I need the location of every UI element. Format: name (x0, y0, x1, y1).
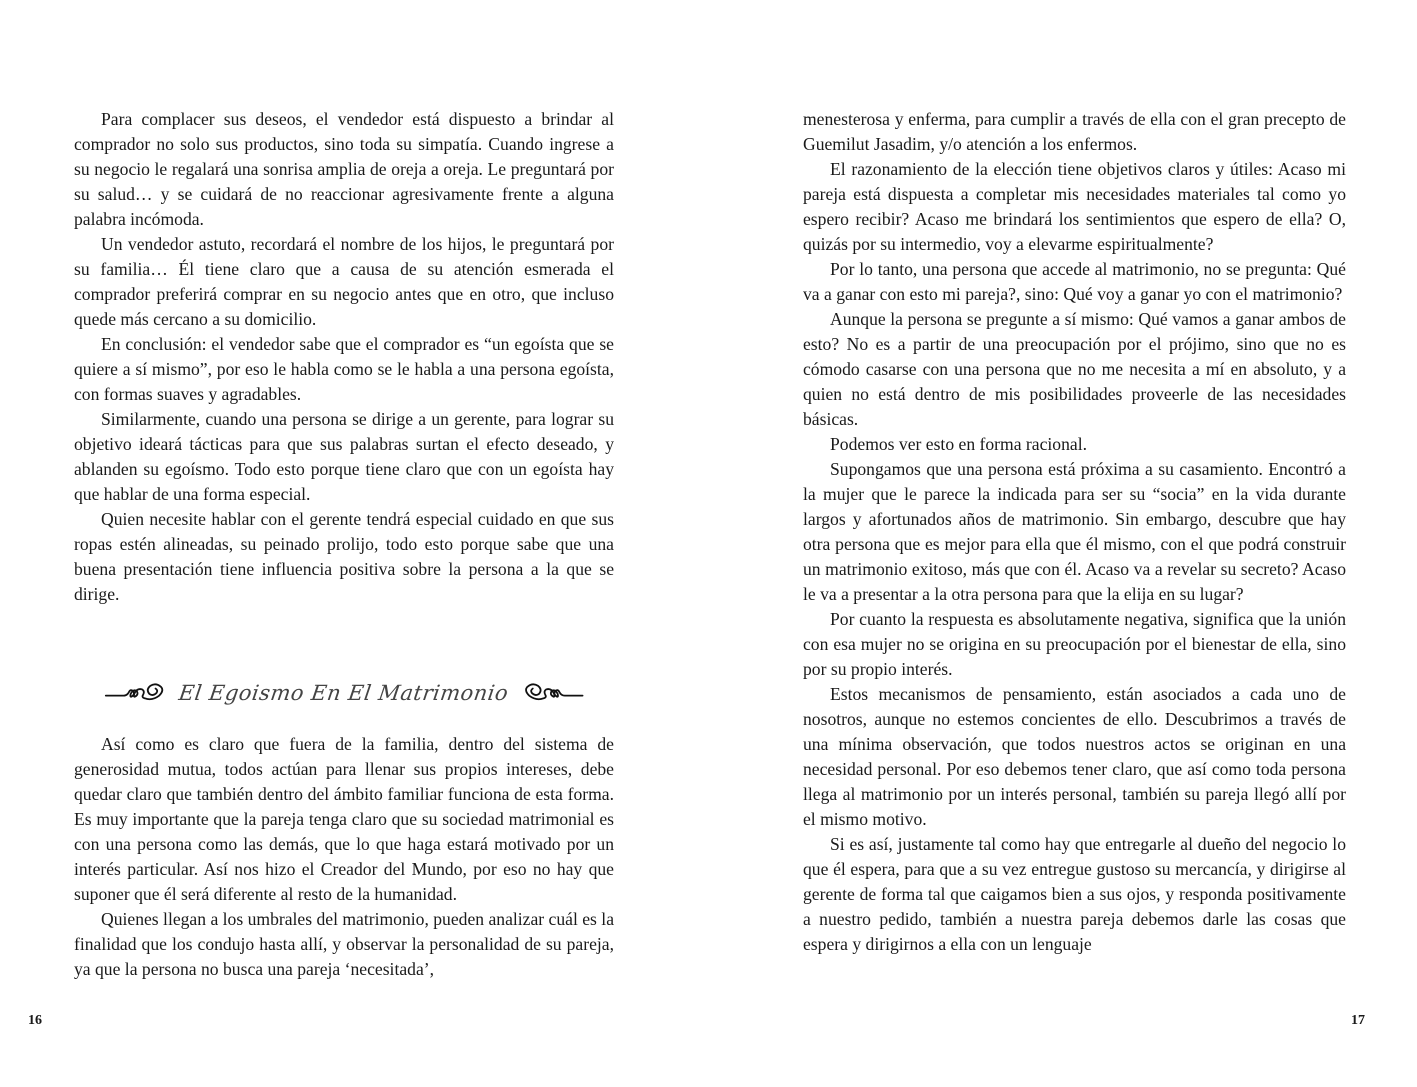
paragraph: Supongamos que una persona está próxima a su casamiento. Encontró a la mujer que le parece la indicada para ser su “socia” en la vida durante largos y afortunados años de matrimonio. Sin embargo, descubre que hay otra persona que es mejor para ella que él mismo, con el que podrá construir un matrimonio exitoso, más que con él. Acaso va a revelar su secreto? Acaso le va a presentar a la otra persona para que la elija en su lugar? (803, 459, 1346, 604)
section-title: El Egoismo En El Matrimonio (177, 681, 511, 705)
paragraph: En conclusión: el vendedor sabe que el comprador es “un egoísta que se quiere a sí mismo”, por eso le habla como se le habla a una persona egoísta, con formas suaves y agradables. (74, 334, 614, 404)
section-heading (104, 672, 584, 714)
paragraph: Similarmente, cuando una persona se dirige a un gerente, para lograr su objetivo ideará tácticas para que sus palabras surtan el efecto deseado, y ablanden su egoísmo. Todo esto porque tiene claro que con un egoísta hay que hablar de una forma especial. (74, 409, 614, 504)
left-page-bottom-text (74, 732, 614, 982)
paragraph: Si es así, justamente tal como hay que entregarle al dueño del negocio lo que él espera, para que a su vez entregue gustoso su mercancía, y dirigirse al gerente de forma tal que caigamos bien a sus ojos, y responda positivamente a nuestro pedido, también a nuestra pareja debemos darle las cosas que espera y dirigirnos a ella con un lenguaje (803, 834, 1346, 954)
scroll-flourish-right-icon (515, 678, 584, 708)
paragraph-continuation: menesterosa y enferma, para cumplir a través de ella con el gran precepto de Guemilut Jasadim, y/o atención a los enfermos. (803, 109, 1346, 154)
left-page (0, 0, 708, 1087)
page-number: 16 (28, 1013, 42, 1028)
paragraph: Quien necesite hablar con el gerente tendrá especial cuidado en que sus ropas estén alineadas, su peinado prolijo, todo esto porque sabe que una buena presentación tiene influencia positiva sobre la persona a la que se dirige. (74, 509, 614, 604)
paragraph: Para complacer sus deseos, el vendedor está dispuesto a brindar al comprador no solo sus productos, sino toda su simpatía. Cuando ingrese a su negocio le regalará una sonrisa amplia de oreja a oreja. Le preguntará por su salud… y se cuidará de no reaccionar agresivamente frente a alguna palabra incómoda. (74, 109, 614, 229)
paragraph: Un vendedor astuto, recordará el nombre de los hijos, le preguntará por su familia… Él tiene claro que a causa de su atención esmerada el comprador preferirá comprar en su negocio antes que en otro, que incluso quede más cercano a su domicilio. (74, 234, 614, 329)
paragraph: Por cuanto la respuesta es absolutamente negativa, significa que la unión con esa mujer no se origina en su preocupación por el bienestar de ella, sino por su propio interés. (803, 609, 1346, 679)
paragraph: Por lo tanto, una persona que accede al matrimonio, no se pregunta: Qué va a ganar con esto mi pareja?, sino: Qué voy a ganar yo con el matrimonio? (803, 259, 1346, 304)
paragraph: El razonamiento de la elección tiene objetivos claros y útiles: Acaso mi pareja está dispuesta a completar mis necesidades materiales tal como yo espero recibir? Acaso me brindará los sentimientos que espero de ella? O, quizás por su intermedio, voy a elevarme espiritualmente? (803, 159, 1346, 254)
paragraph: Podemos ver esto en forma racional. (830, 434, 1087, 454)
paragraph: Aunque la persona se pregunte a sí mismo: Qué vamos a ganar ambos de esto? No es a partir de una preocupación por el prójimo, sino que no es cómodo casarse con una persona que no me necesita a mí en absoluto, y a quien no está dentro de mis posibilidades proveerle de las necesidades básicas. (803, 309, 1346, 429)
page-number: 17 (1351, 1013, 1365, 1028)
right-page-text (803, 107, 1346, 957)
left-page-top-text (74, 107, 614, 607)
paragraph: Quienes llegan a los umbrales del matrimonio, pueden analizar cuál es la finalidad que los condujo hasta allí, y observar la personalidad de su pareja, ya que la persona no busca una pareja ‘necesitada’, (74, 909, 614, 979)
paragraph: Así como es claro que fuera de la familia, dentro del sistema de generosidad mutua, todos actúan para llenar sus propios intereses, debe quedar claro que también dentro del ámbito familiar funciona de esta forma. Es muy importante que la pareja tenga claro que su sociedad matrimonial es con una persona como las demás, que lo que haga estará motivado por un interés particular. Así nos hizo el Creador del Mundo, por eso no hay que suponer que él será diferente al resto de la humanidad. (74, 734, 614, 904)
paragraph: Estos mecanismos de pensamiento, están asociados a cada uno de nosotros, aunque no estemos concientes de ello. Descubrimos a través de una mínima observación, que todos nuestros actos se originan en una necesidad personal. Por eso debemos tener claro, que así como toda persona llega al matrimonio por un interés personal, también su pareja llegó allí por el mismo motivo. (803, 684, 1346, 829)
scroll-flourish-left-icon (104, 678, 173, 708)
right-page (708, 0, 1417, 1087)
